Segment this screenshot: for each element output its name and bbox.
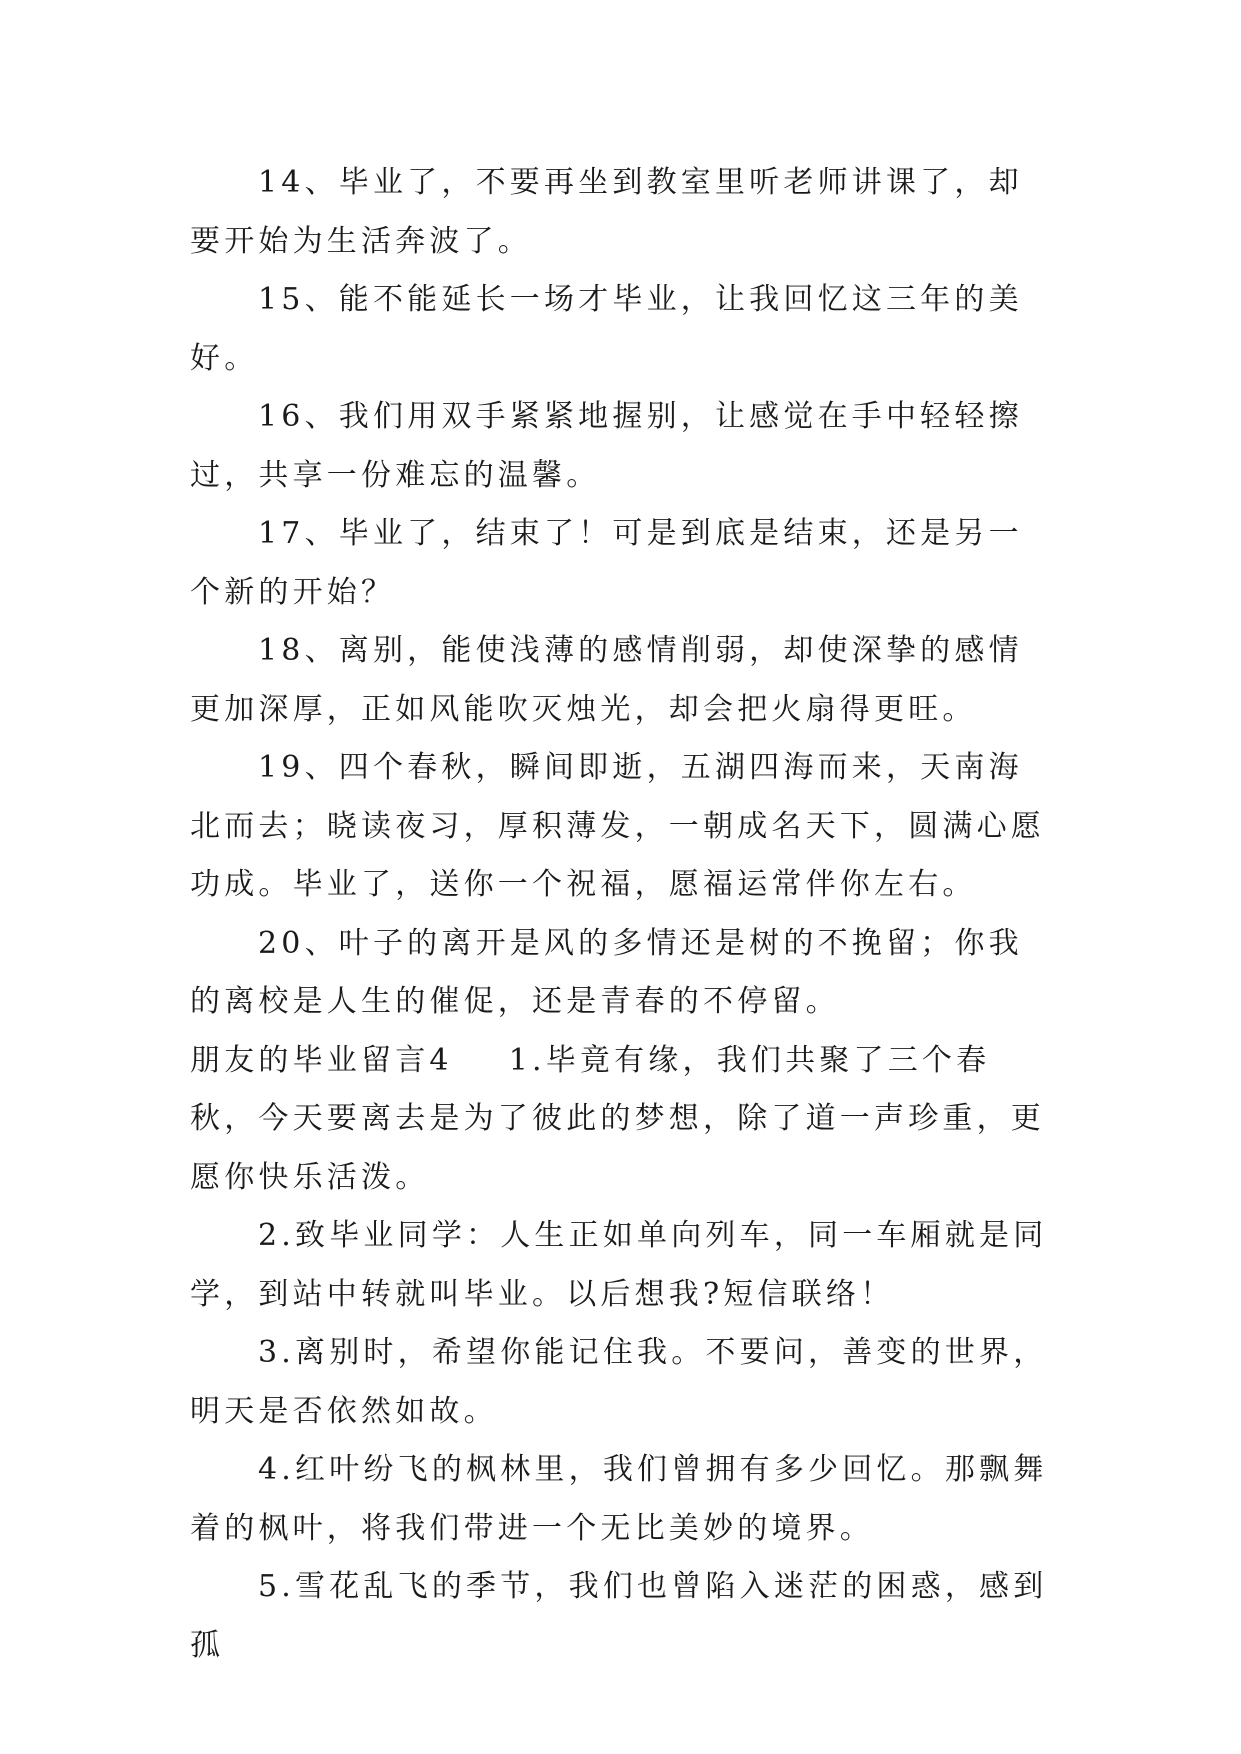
- paragraph-15: 15、能不能延长一场才毕业，让我回忆这三年的美好。: [190, 282, 1023, 376]
- item-1: 1.毕竟有缘，我们共聚了三个春秋，今天要离去是为了彼此的梦想，除了道一声珍重，更愿你快乐活泼。: [190, 1042, 1045, 1195]
- item-3: 3.离别时，希望你能记住我。不要问，善变的世界，明天是否依然如故。: [190, 1335, 1048, 1429]
- section-paragraph: [190, 1032, 1050, 1208]
- paragraph-19: 19、四个春秋，瞬间即逝，五湖四海而来，天南海北而去；晓读夜习，厚积薄发，一朝成名天下，圆满心愿功成。毕业了，送你一个祝福，愿福运常伴你左右。: [190, 750, 1045, 902]
- paragraph-14: 14、毕业了，不要再坐到教室里听老师讲课了，却要开始为生活奔波了。: [190, 165, 1023, 259]
- paragraph-16: 16、我们用双手紧紧地握别，让感觉在手中轻轻擦过，共享一份难忘的温馨。: [190, 399, 1023, 493]
- item-5: 5.雪花乱飞的季节，我们也曾陷入迷茫的困惑，感到孤: [190, 1569, 1048, 1663]
- document-body: [190, 154, 1050, 1675]
- item-2: 2.致毕业同学：人生正如单向列车，同一车厢就是同学，到站中转就叫毕业。以后想我?短信联络！: [190, 1218, 1048, 1312]
- item-4: 4.红叶纷飞的枫林里，我们曾拥有多少回忆。那飘舞着的枫叶，将我们带进一个无比美妙的境界。: [190, 1452, 1048, 1546]
- section-heading: 朋友的毕业留言4: [190, 1042, 453, 1078]
- paragraph-18: 18、离别，能使浅薄的感情削弱，却使深挚的感情更加深厚，正如风能吹灭烛光，却会把火扇得更旺。: [190, 633, 1023, 727]
- paragraph-17: 17、毕业了，结束了！可是到底是结束，还是另一个新的开始？: [190, 516, 1023, 610]
- paragraph-20: 20、叶子的离开是风的多情还是树的不挽留；你我的离校是人生的催促，还是青春的不停留。: [190, 925, 1023, 1019]
